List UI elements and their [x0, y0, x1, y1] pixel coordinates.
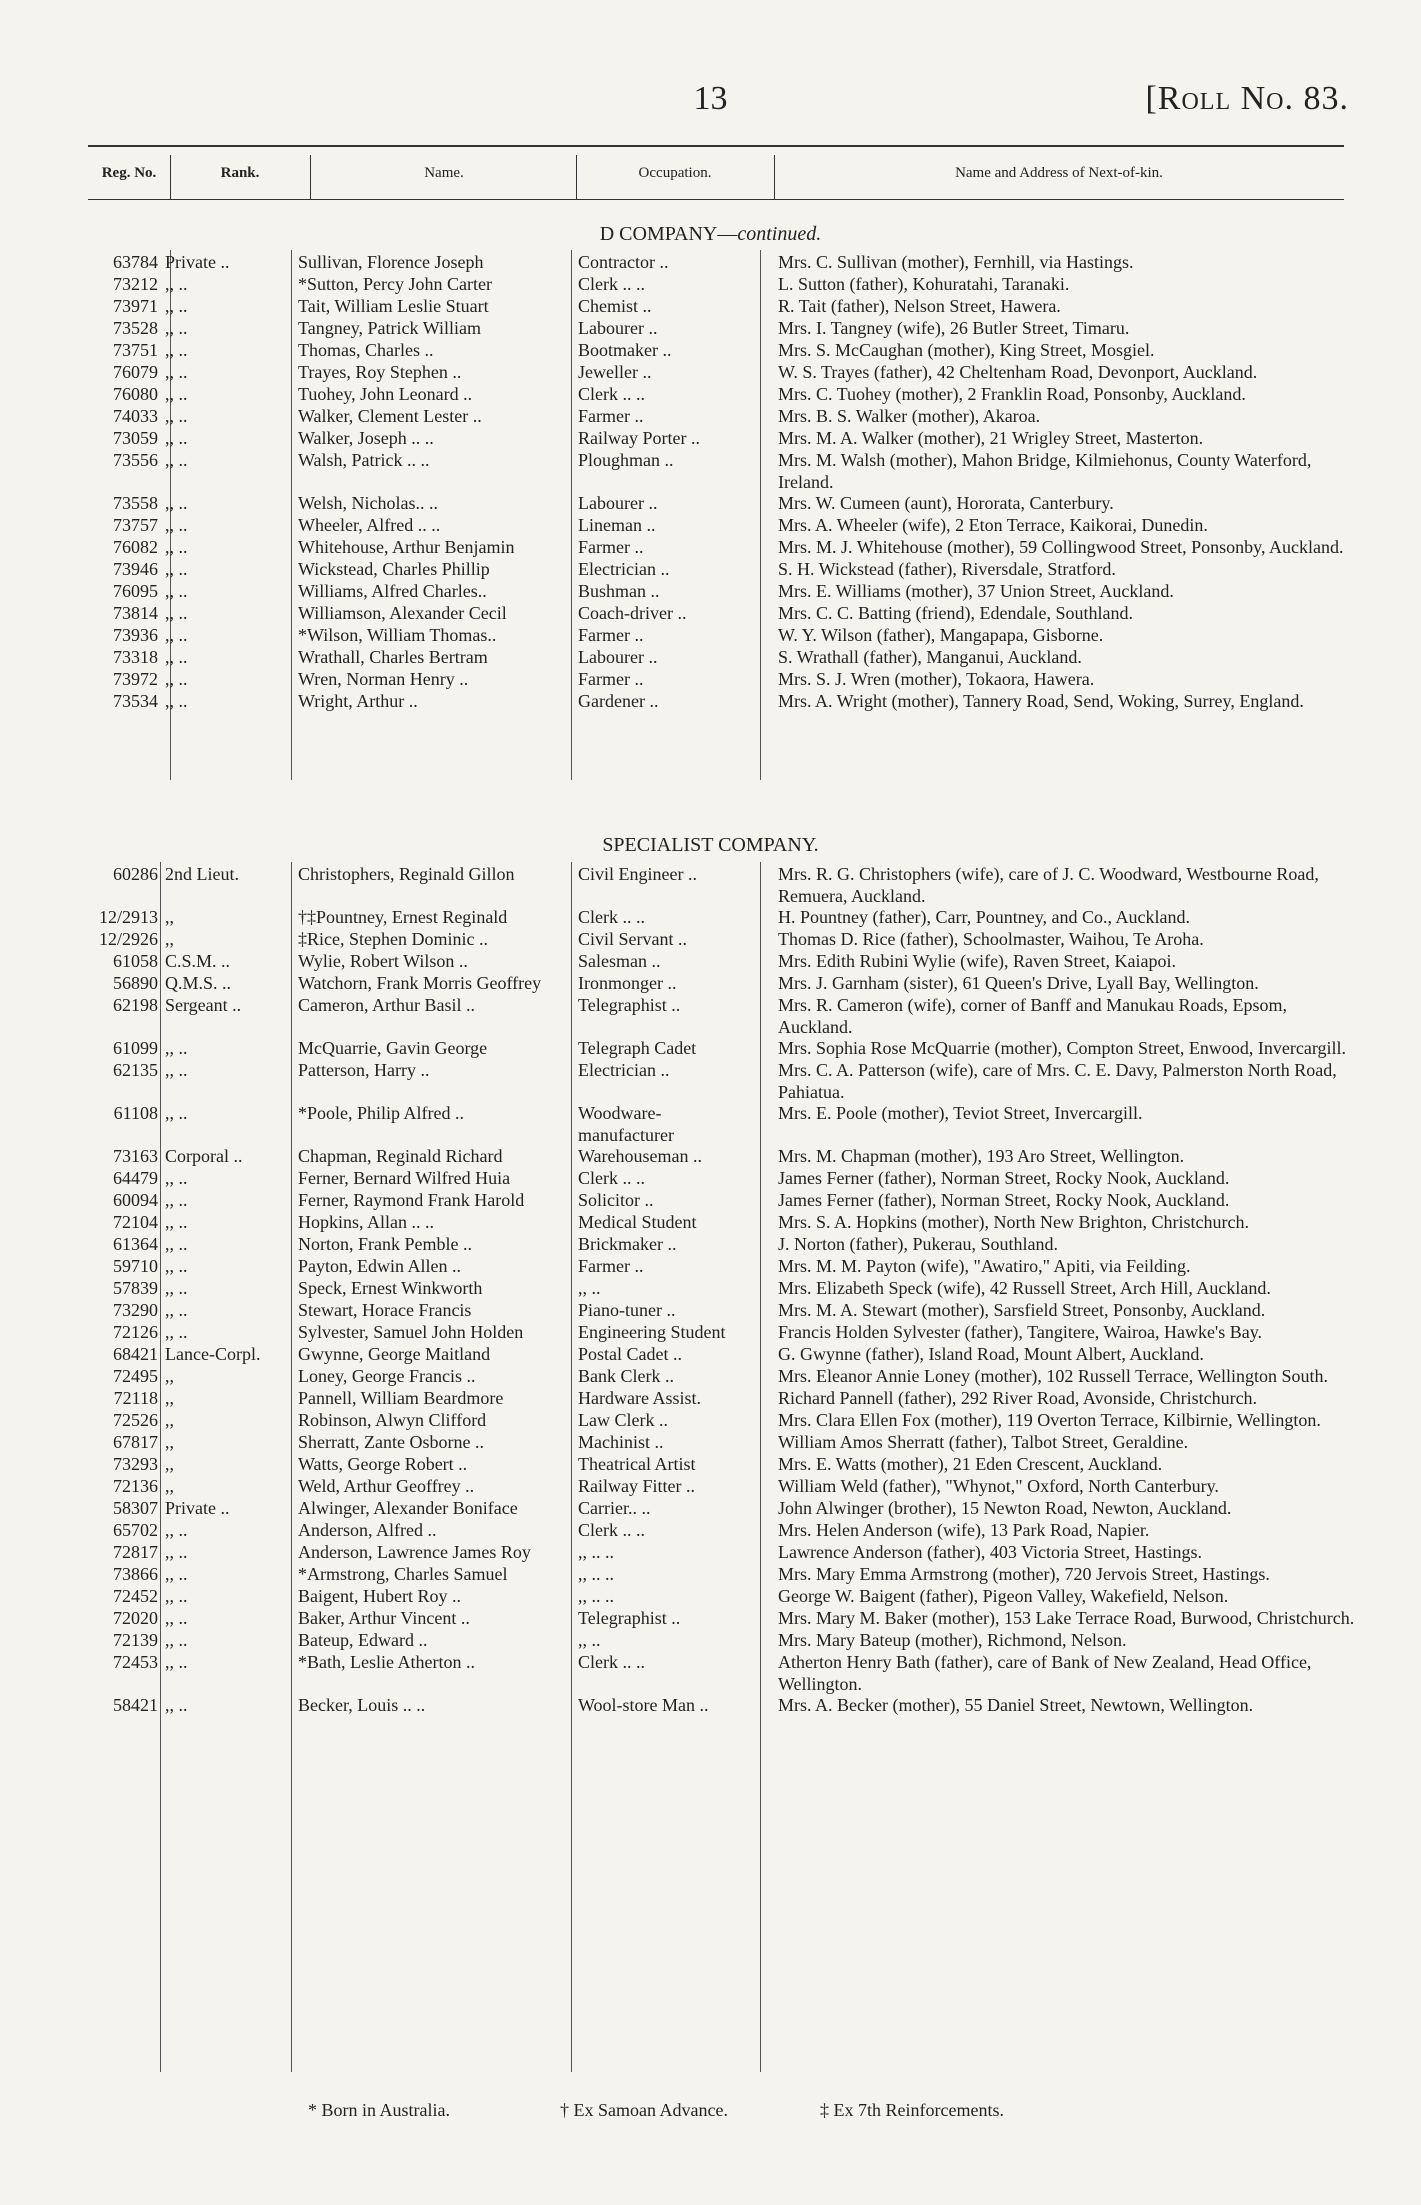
next-of-kin: J. Norton (father), Pukerau, Southland. — [778, 1234, 1058, 1254]
occupation: Ploughman .. — [578, 450, 674, 470]
next-of-kin: Mrs. Clara Ellen Fox (mother), 119 Overton Terrace, Kilbirnie, Wellington. — [778, 1410, 1321, 1430]
rank: ,, .. — [165, 1586, 188, 1606]
occupation: Farmer .. — [578, 625, 644, 645]
next-of-kin: Mrs. E. Watts (mother), 21 Eden Crescent, Auckland. — [778, 1454, 1163, 1474]
rank: ,, — [165, 1454, 174, 1474]
reg-no: 72104 — [113, 1212, 158, 1232]
reg-no: 76079 — [113, 362, 158, 382]
soldier-name: Norton, Frank Pemble .. — [298, 1234, 472, 1254]
rank: Corporal .. — [165, 1146, 243, 1166]
occupation: ,, .. .. — [578, 1564, 614, 1584]
rank: ,, — [165, 907, 174, 927]
reg-no: 61364 — [113, 1234, 158, 1254]
rank: Private .. — [165, 252, 230, 272]
rank: ,, .. — [165, 1608, 188, 1628]
occupation: Telegraphist .. — [578, 995, 681, 1015]
next-of-kin: Thomas D. Rice (father), Schoolmaster, Waihou, Te Aroha. — [778, 929, 1204, 949]
soldier-name: Payton, Edwin Allen .. — [298, 1256, 461, 1276]
rank: ,, .. — [165, 1168, 188, 1188]
occupation: Railway Porter .. — [578, 428, 700, 448]
rank: Sergeant .. — [165, 995, 242, 1015]
next-of-kin: Mrs. Mary Emma Armstrong (mother), 720 Jervois Street, Hastings. — [778, 1564, 1270, 1584]
rank: ,, — [165, 1432, 174, 1452]
rank: ,, .. — [165, 1520, 188, 1540]
occupation: Carrier.. .. — [578, 1498, 651, 1518]
occupation: ,, .. .. — [578, 1586, 614, 1606]
rank: ,, — [165, 1366, 174, 1386]
occupation: Brickmaker .. — [578, 1234, 677, 1254]
rank: ,, .. — [165, 1212, 188, 1232]
next-of-kin: W. S. Trayes (father), 42 Cheltenham Road, Devonport, Auckland. — [778, 362, 1258, 382]
rank: Lance-Corpl. — [165, 1344, 261, 1364]
next-of-kin: William Amos Sherratt (father), Talbot Street, Geraldine. — [778, 1432, 1189, 1452]
reg-no: 58421 — [113, 1695, 158, 1715]
rank: ,, — [165, 1388, 174, 1408]
occupation: Clerk .. .. — [578, 1168, 645, 1188]
reg-no: 73293 — [113, 1454, 158, 1474]
rank: ,, — [165, 1410, 174, 1430]
occupation: Medical Student — [578, 1212, 697, 1232]
rank: ,, .. — [165, 1234, 188, 1254]
soldier-name: Trayes, Roy Stephen .. — [298, 362, 462, 382]
reg-no: 74033 — [113, 406, 158, 426]
next-of-kin: Mrs. R. Cameron (wife), corner of Banff and Manukau Roads, Epsom, Auckland. — [778, 995, 1288, 1037]
next-of-kin: Mrs. C. Sullivan (mother), Fernhill, via Hastings. — [778, 252, 1134, 272]
occupation: Warehouseman .. — [578, 1146, 703, 1166]
footnote-samoan: † Ex Samoan Advance. — [560, 2100, 728, 2120]
reg-no: 72118 — [113, 1388, 158, 1408]
rank: ,, .. — [165, 493, 188, 513]
roll-number: [Roll No. 83. — [1145, 80, 1349, 117]
soldier-name: Hopkins, Allan .. .. — [298, 1212, 435, 1232]
soldier-name: ‡Rice, Stephen Dominic .. — [298, 929, 488, 949]
reg-no: 73558 — [113, 493, 158, 513]
reg-no: 72136 — [113, 1476, 158, 1496]
reg-no: 62135 — [113, 1060, 158, 1080]
reg-no: 12/2926 — [98, 929, 158, 949]
occupation: Engineering Student — [578, 1322, 726, 1342]
reg-no: 63784 — [113, 252, 158, 272]
reg-no: 76095 — [113, 581, 158, 601]
rank: ,, .. — [165, 1256, 188, 1276]
next-of-kin: Mrs. E. Poole (mother), Teviot Street, Invercargill. — [778, 1103, 1143, 1123]
occupation: Farmer .. — [578, 406, 644, 426]
reg-no: 61058 — [113, 951, 158, 971]
soldier-name: Bateup, Edward .. — [298, 1630, 428, 1650]
next-of-kin: Mrs. E. Williams (mother), 37 Union Street, Auckland. — [778, 581, 1174, 601]
occupation: Railway Fitter .. — [578, 1476, 695, 1496]
soldier-name: Thomas, Charles .. — [298, 340, 434, 360]
soldier-name: Loney, George Francis .. — [298, 1366, 476, 1386]
occupation: Electrician .. — [578, 559, 670, 579]
rank: 2nd Lieut. — [165, 864, 239, 884]
soldier-name: Alwinger, Alexander Boniface — [298, 1498, 518, 1518]
header-occupation: Occupation. — [638, 165, 712, 181]
reg-no: 73946 — [113, 559, 158, 579]
rank: ,, .. — [165, 340, 188, 360]
rank: ,, .. — [165, 296, 188, 316]
reg-no: 60286 — [113, 864, 158, 884]
occupation: Civil Engineer .. — [578, 864, 697, 884]
header-rank: Rank. — [220, 165, 260, 181]
reg-no: 67817 — [113, 1432, 158, 1452]
footnote-born-australia: * Born in Australia. — [308, 2100, 450, 2120]
soldier-name: *Bath, Leslie Atherton .. — [298, 1652, 475, 1672]
occupation: Postal Cadet .. — [578, 1344, 682, 1364]
soldier-name: Sullivan, Florence Joseph — [298, 252, 484, 272]
occupation: Theatrical Artist — [578, 1454, 696, 1474]
rank: ,, .. — [165, 537, 188, 557]
occupation: Solicitor .. — [578, 1190, 654, 1210]
next-of-kin: Mrs. Elizabeth Speck (wife), 42 Russell Street, Arch Hill, Auckland. — [778, 1278, 1271, 1298]
soldier-name: Gwynne, George Maitland — [298, 1344, 491, 1364]
soldier-name: Weld, Arthur Geoffrey .. — [298, 1476, 475, 1496]
reg-no: 68421 — [113, 1344, 158, 1364]
next-of-kin: S. H. Wickstead (father), Riversdale, Stratford. — [778, 559, 1116, 579]
soldier-name: Anderson, Alfred .. — [298, 1520, 437, 1540]
occupation: Labourer .. — [578, 318, 658, 338]
section-d-title: D COMPANY— — [599, 223, 738, 245]
next-of-kin: Mrs. M. J. Whitehouse (mother), 59 Collingwood Street, Ponsonby, Auckland. — [778, 537, 1344, 557]
next-of-kin: Mrs. C. Tuohey (mother), 2 Franklin Road, Ponsonby, Auckland. — [778, 384, 1246, 404]
next-of-kin: James Ferner (father), Norman Street, Rocky Nook, Auckland. — [778, 1190, 1230, 1210]
soldier-name: Ferner, Raymond Frank Harold — [298, 1190, 525, 1210]
reg-no: 56890 — [113, 973, 158, 993]
soldier-name: Baker, Arthur Vincent .. — [298, 1608, 470, 1628]
occupation: Farmer .. — [578, 669, 644, 689]
soldier-name: Williamson, Alexander Cecil — [298, 603, 507, 623]
next-of-kin: Mrs. S. J. Wren (mother), Tokaora, Hawera. — [778, 669, 1095, 689]
rank: ,, .. — [165, 1278, 188, 1298]
soldier-name: Tait, William Leslie Stuart — [298, 296, 489, 316]
soldier-name: Chapman, Reginald Richard — [298, 1146, 503, 1166]
occupation: ,, .. — [578, 1278, 601, 1298]
occupation: Electrician .. — [578, 1060, 670, 1080]
next-of-kin: Mrs. Mary M. Baker (mother), 153 Lake Terrace Road, Burwood, Christchurch. — [778, 1608, 1355, 1628]
reg-no: 73163 — [113, 1146, 158, 1166]
reg-no: 72139 — [113, 1630, 158, 1650]
reg-no: 60094 — [113, 1190, 158, 1210]
header-name: Name. — [424, 165, 464, 181]
rank: ,, .. — [165, 384, 188, 404]
next-of-kin: Richard Pannell (father), 292 River Road, Avonside, Christchurch. — [778, 1388, 1258, 1408]
next-of-kin: Mrs. A. Becker (mother), 55 Daniel Street, Newtown, Wellington. — [778, 1695, 1254, 1715]
soldier-name: Whitehouse, Arthur Benjamin — [298, 537, 515, 557]
occupation: Bushman .. — [578, 581, 660, 601]
rank: ,, .. — [165, 1564, 188, 1584]
soldier-name: Pannell, William Beardmore — [298, 1388, 504, 1408]
occupation: Telegraphist .. — [578, 1608, 681, 1628]
occupation: Jeweller .. — [578, 362, 652, 382]
soldier-name: Cameron, Arthur Basil .. — [298, 995, 475, 1015]
occupation: Gardener .. — [578, 691, 659, 711]
next-of-kin: L. Sutton (father), Kohuratahi, Taranaki. — [778, 274, 1070, 294]
rank: ,, .. — [165, 1322, 188, 1342]
next-of-kin: Mrs. C. C. Batting (friend), Edendale, Southland. — [778, 603, 1133, 623]
occupation: Contractor .. — [578, 252, 669, 272]
soldier-name: Walsh, Patrick .. .. — [298, 450, 430, 470]
soldier-name: Welsh, Nicholas.. .. — [298, 493, 439, 513]
next-of-kin: W. Y. Wilson (father), Mangapapa, Gisborne. — [778, 625, 1104, 645]
soldier-name: Walker, Clement Lester .. — [298, 406, 482, 426]
rank: ,, .. — [165, 450, 188, 470]
reg-no: 73528 — [113, 318, 158, 338]
next-of-kin: Mrs. Edith Rubini Wylie (wife), Raven Street, Kaiapoi. — [778, 951, 1177, 971]
next-of-kin: Mrs. A. Wheeler (wife), 2 Eton Terrace, Kaikorai, Dunedin. — [778, 515, 1208, 535]
soldier-name: Wrathall, Charles Bertram — [298, 647, 488, 667]
next-of-kin: Mrs. M. Chapman (mother), 193 Aro Street, Wellington. — [778, 1146, 1185, 1166]
occupation: Clerk .. .. — [578, 907, 645, 927]
next-of-kin: Lawrence Anderson (father), 403 Victoria Street, Hastings. — [778, 1542, 1202, 1562]
rank: ,, .. — [165, 691, 188, 711]
reg-no: 73212 — [113, 274, 158, 294]
rank: ,, .. — [165, 1542, 188, 1562]
next-of-kin: Mrs. S. A. Hopkins (mother), North New Brighton, Christchurch. — [778, 1212, 1249, 1232]
occupation: Farmer .. — [578, 537, 644, 557]
soldier-name: Walker, Joseph .. .. — [298, 428, 434, 448]
occupation: Clerk .. .. — [578, 274, 645, 294]
reg-no: 73318 — [113, 647, 158, 667]
occupation: Farmer .. — [578, 1256, 644, 1276]
reg-no: 73556 — [113, 450, 158, 470]
reg-no: 62198 — [113, 995, 158, 1015]
rank: ,, .. — [165, 603, 188, 623]
reg-no: 64479 — [113, 1168, 158, 1188]
reg-no: 73534 — [113, 691, 158, 711]
reg-no: 73866 — [113, 1564, 158, 1584]
header-reg: Reg. No. — [101, 165, 157, 181]
reg-no: 73971 — [113, 296, 158, 316]
next-of-kin: Mrs. W. Cumeen (aunt), Hororata, Canterbury. — [778, 493, 1114, 513]
rank: ,, .. — [165, 1652, 188, 1672]
next-of-kin: John Alwinger (brother), 15 Newton Road, Newton, Auckland. — [778, 1498, 1232, 1518]
soldier-name: McQuarrie, Gavin George — [298, 1038, 488, 1058]
reg-no: 73814 — [113, 603, 158, 623]
reg-no: 73059 — [113, 428, 158, 448]
occupation: Bootmaker .. — [578, 340, 672, 360]
soldier-name: Wren, Norman Henry .. — [298, 669, 469, 689]
occupation: Ironmonger .. — [578, 973, 677, 993]
footnote-7th: ‡ Ex 7th Reinforcements. — [820, 2100, 1004, 2120]
rank: ,, .. — [165, 515, 188, 535]
next-of-kin: Mrs. Helen Anderson (wife), 13 Park Road, Napier. — [778, 1520, 1150, 1540]
reg-no: 65702 — [113, 1520, 158, 1540]
soldier-name: *Poole, Philip Alfred .. — [298, 1103, 464, 1123]
soldier-name: †‡Pountney, Ernest Reginald — [298, 907, 508, 927]
occupation: Machinist .. — [578, 1432, 664, 1452]
soldier-name: *Sutton, Percy John Carter — [298, 274, 492, 294]
soldier-name: Baigent, Hubert Roy .. — [298, 1586, 461, 1606]
next-of-kin: Mrs. Mary Bateup (mother), Richmond, Nelson. — [778, 1630, 1127, 1650]
soldier-name: *Wilson, William Thomas.. — [298, 625, 497, 645]
rank: ,, .. — [165, 318, 188, 338]
soldier-name: Watts, George Robert .. — [298, 1454, 468, 1474]
reg-no: 72453 — [113, 1652, 158, 1672]
next-of-kin: Mrs. B. S. Walker (mother), Akaroa. — [778, 406, 1041, 426]
rank: ,, .. — [165, 1630, 188, 1650]
occupation: Clerk .. .. — [578, 1520, 645, 1540]
rank: ,, .. — [165, 647, 188, 667]
table-header — [88, 145, 1344, 200]
soldier-name: Becker, Louis .. .. — [298, 1695, 426, 1715]
occupation: Chemist .. — [578, 296, 652, 316]
next-of-kin: H. Pountney (father), Carr, Pountney, and Co., Auckland. — [778, 907, 1191, 927]
soldier-name: Watchorn, Frank Morris Geoffrey — [298, 973, 542, 993]
soldier-name: Wylie, Robert Wilson .. — [298, 951, 468, 971]
rank: ,, .. — [165, 1103, 188, 1123]
next-of-kin: Mrs. M. A. Stewart (mother), Sarsfield Street, Ponsonby, Auckland. — [778, 1300, 1266, 1320]
soldier-name: Patterson, Harry .. — [298, 1060, 430, 1080]
reg-no: 57839 — [113, 1278, 158, 1298]
section-specialist: SPECIALIST COMPANY. — [602, 834, 819, 856]
occupation: Telegraph Cadet — [578, 1038, 697, 1058]
soldier-name: Christophers, Reginald Gillon — [298, 864, 515, 884]
reg-no: 72452 — [113, 1586, 158, 1606]
next-of-kin: Mrs. M. Walsh (mother), Mahon Bridge, Kilmiehonus, County Waterford, Ireland. — [778, 450, 1312, 492]
reg-no: 72020 — [113, 1608, 158, 1628]
page-number: 13 — [693, 80, 728, 117]
reg-no: 73972 — [113, 669, 158, 689]
occupation: Clerk .. .. — [578, 1652, 645, 1672]
occupation: Wool-store Man .. — [578, 1695, 709, 1715]
reg-no: 73936 — [113, 625, 158, 645]
soldier-name: Sylvester, Samuel John Holden — [298, 1322, 524, 1342]
next-of-kin: Mrs. C. A. Patterson (wife), care of Mrs. C. E. Davy, Palmerston North Road, Pahiatua. — [778, 1060, 1337, 1102]
rank: ,, .. — [165, 274, 188, 294]
occupation: Salesman .. — [578, 951, 661, 971]
next-of-kin: Mrs. S. McCaughan (mother), King Street, Mosgiel. — [778, 340, 1155, 360]
occupation: Coach-driver .. — [578, 603, 687, 623]
next-of-kin: Mrs. Sophia Rose McQuarrie (mother), Compton Street, Enwood, Invercargill. — [778, 1038, 1347, 1058]
next-of-kin: Mrs. J. Garnham (sister), 61 Queen's Drive, Lyall Bay, Wellington. — [778, 973, 1259, 993]
soldier-name: *Armstrong, Charles Samuel — [298, 1564, 508, 1584]
next-of-kin: S. Wrathall (father), Manganui, Auckland. — [778, 647, 1082, 667]
occupation: Civil Servant .. — [578, 929, 687, 949]
reg-no: 73751 — [113, 340, 158, 360]
reg-no: 12/2913 — [98, 907, 158, 927]
section-d-continued: continued. — [737, 223, 822, 245]
soldier-name: Wright, Arthur .. — [298, 691, 418, 711]
section-d-company — [0, 223, 1421, 246]
reg-no: 72526 — [113, 1410, 158, 1430]
rank: Private .. — [165, 1498, 230, 1518]
next-of-kin: Mrs. A. Wright (mother), Tannery Road, Send, Woking, Surrey, England. — [778, 691, 1304, 711]
occupation: ,, .. — [578, 1630, 601, 1650]
rank: ,, .. — [165, 581, 188, 601]
occupation: Woodware-manufacturer — [578, 1103, 674, 1145]
occupation: Bank Clerk .. — [578, 1366, 674, 1386]
rank: ,, — [165, 929, 174, 949]
reg-no: 61099 — [113, 1038, 158, 1058]
next-of-kin: Mrs. M. M. Payton (wife), "Awatiro," Apiti, via Feilding. — [778, 1256, 1191, 1276]
occupation: Law Clerk .. — [578, 1410, 668, 1430]
next-of-kin: James Ferner (father), Norman Street, Rocky Nook, Auckland. — [778, 1168, 1230, 1188]
soldier-name: Ferner, Bernard Wilfred Huia — [298, 1168, 511, 1188]
next-of-kin: G. Gwynne (father), Island Road, Mount Albert, Auckland. — [778, 1344, 1204, 1364]
rank: ,, .. — [165, 1300, 188, 1320]
rank: ,, .. — [165, 1190, 188, 1210]
soldier-name: Stewart, Horace Francis — [298, 1300, 472, 1320]
occupation: Labourer .. — [578, 647, 658, 667]
next-of-kin: Mrs. I. Tangney (wife), 26 Butler Street, Timaru. — [778, 318, 1130, 338]
next-of-kin: George W. Baigent (father), Pigeon Valley, Wakefield, Nelson. — [778, 1586, 1229, 1606]
rank: ,, .. — [165, 625, 188, 645]
rank: C.S.M. .. — [165, 951, 231, 971]
reg-no: 59710 — [113, 1256, 158, 1276]
soldier-name: Tuohey, John Leonard .. — [298, 384, 473, 404]
next-of-kin: Mrs. Eleanor Annie Loney (mother), 102 Russell Terrace, Wellington South. — [778, 1366, 1329, 1386]
soldier-name: Sherratt, Zante Osborne .. — [298, 1432, 484, 1452]
rank: ,, .. — [165, 362, 188, 382]
header-next-of-kin: Name and Address of Next-of-kin. — [955, 165, 1163, 181]
rank: ,, .. — [165, 1038, 188, 1058]
reg-no: 72817 — [113, 1542, 158, 1562]
reg-no: 72495 — [113, 1366, 158, 1386]
reg-no: 61108 — [113, 1103, 158, 1123]
soldier-name: Tangney, Patrick William — [298, 318, 481, 338]
rank: ,, .. — [165, 669, 188, 689]
rank: ,, .. — [165, 406, 188, 426]
soldier-name: Robinson, Alwyn Clifford — [298, 1410, 487, 1430]
rank: ,, .. — [165, 559, 188, 579]
soldier-name: Anderson, Lawrence James Roy — [298, 1542, 531, 1562]
occupation: Hardware Assist. — [578, 1388, 701, 1408]
occupation: Labourer .. — [578, 493, 658, 513]
next-of-kin: Mrs. R. G. Christophers (wife), care of J. C. Woodward, Westbourne Road, Remuera, Auckland. — [778, 864, 1319, 906]
occupation: Piano-tuner .. — [578, 1300, 676, 1320]
rank: ,, — [165, 1476, 174, 1496]
next-of-kin: Francis Holden Sylvester (father), Tangitere, Wairoa, Hawke's Bay. — [778, 1322, 1263, 1342]
next-of-kin: Atherton Henry Bath (father), care of Bank of New Zealand, Head Office, Wellington. — [778, 1652, 1312, 1694]
occupation: Clerk .. .. — [578, 384, 645, 404]
reg-no: 76080 — [113, 384, 158, 404]
occupation: Lineman .. — [578, 515, 656, 535]
rank: ,, .. — [165, 1695, 188, 1715]
reg-no: 76082 — [113, 537, 158, 557]
reg-no: 58307 — [113, 1498, 158, 1518]
next-of-kin: R. Tait (father), Nelson Street, Hawera. — [778, 296, 1061, 316]
next-of-kin: Mrs. M. A. Walker (mother), 21 Wrigley Street, Masterton. — [778, 428, 1204, 448]
rank: Q.M.S. .. — [165, 973, 232, 993]
soldier-name: Speck, Ernest Winkworth — [298, 1278, 483, 1298]
next-of-kin: William Weld (father), "Whynot," Oxford, North Canterbury. — [778, 1476, 1219, 1496]
reg-no: 73757 — [113, 515, 158, 535]
soldier-name: Wickstead, Charles Phillip — [298, 559, 490, 579]
reg-no: 73290 — [113, 1300, 158, 1320]
soldier-name: Williams, Alfred Charles.. — [298, 581, 487, 601]
reg-no: 72126 — [113, 1322, 158, 1342]
rank: ,, .. — [165, 1060, 188, 1080]
rank: ,, .. — [165, 428, 188, 448]
soldier-name: Wheeler, Alfred .. .. — [298, 515, 441, 535]
occupation: ,, .. .. — [578, 1542, 614, 1562]
